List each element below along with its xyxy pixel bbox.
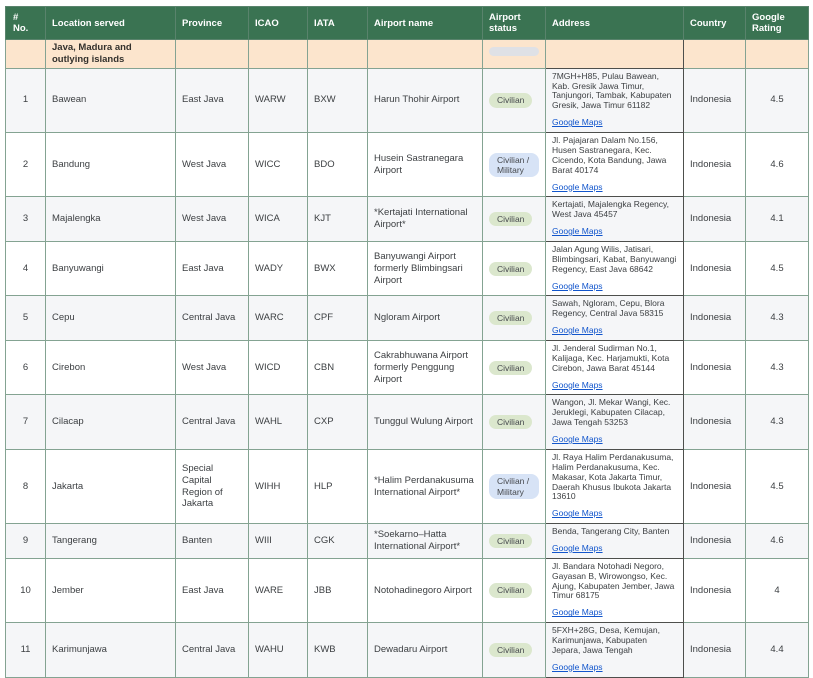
address-content	[552, 562, 677, 619]
table-row	[6, 133, 809, 197]
cell-google-rating: 4.3	[746, 341, 809, 395]
cell-icao: WADY	[249, 241, 308, 295]
cell-country: Indonesia	[684, 296, 746, 341]
address-text: Wangon, Jl. Mekar Wangi, Kec. Jeruklegi, Kabupaten Cilacap, Jawa Tengah 53253	[552, 397, 671, 428]
cell-airport-status	[483, 558, 546, 622]
status-badge: Civilian / Military	[489, 474, 539, 498]
cell-icao: WARW	[249, 68, 308, 132]
cell-google-rating: 4.3	[746, 395, 809, 449]
address-text: Benda, Tangerang City, Banten	[552, 526, 670, 537]
cell-country: Indonesia	[684, 449, 746, 523]
cell-province: Central Java	[176, 296, 249, 341]
column-header-address: Address	[546, 7, 684, 40]
cell-iata: CPF	[308, 296, 368, 341]
cell-iata: JBB	[308, 558, 368, 622]
google-maps-link[interactable]: Google Maps	[552, 379, 603, 390]
google-maps-link[interactable]: Google Maps	[552, 661, 603, 672]
airports-table	[5, 6, 809, 678]
cell-google-rating: 4	[746, 558, 809, 622]
cell-google-rating: 4.5	[746, 241, 809, 295]
cell-airport-status	[483, 341, 546, 395]
address-content	[552, 200, 677, 238]
cell-address	[546, 68, 684, 132]
status-badge: Civilian	[489, 583, 532, 597]
google-maps-link[interactable]: Google Maps	[552, 508, 603, 519]
no-label: No.	[13, 23, 29, 34]
cell-airport-name: *Kertajati International Airport*	[368, 197, 483, 242]
cell-location: Tangerang	[46, 524, 176, 559]
cell-airport-status	[483, 68, 546, 132]
header-row	[6, 7, 809, 40]
hash-label: #	[13, 12, 19, 23]
cell-province: West Java	[176, 341, 249, 395]
cell-no: 11	[6, 623, 46, 677]
google-maps-link[interactable]: Google Maps	[552, 280, 603, 291]
status-badge-empty	[489, 47, 539, 56]
cell-province: West Java	[176, 133, 249, 197]
table-row	[6, 241, 809, 295]
cell-airport-name: *Halim Perdanakusuma International Airport*	[368, 449, 483, 523]
cell-icao: WAHL	[249, 395, 308, 449]
google-maps-link[interactable]: Google Maps	[552, 117, 603, 128]
cell-no: 4	[6, 241, 46, 295]
table-row	[6, 395, 809, 449]
cell-address	[546, 341, 684, 395]
address-text: Kertajati, Majalengka Regency, West Java 45457	[552, 199, 670, 220]
address-content	[552, 453, 677, 520]
cell-address	[546, 623, 684, 677]
cell-address	[546, 296, 684, 341]
cell-location: Majalengka	[46, 197, 176, 242]
cell-airport-name: Tunggul Wulung Airport	[368, 395, 483, 449]
google-maps-link[interactable]: Google Maps	[552, 181, 603, 192]
cell-no: 10	[6, 558, 46, 622]
cell-google-rating: 4.6	[746, 524, 809, 559]
table-row	[6, 341, 809, 395]
cell-airport-status	[483, 449, 546, 523]
google-maps-link[interactable]: Google Maps	[552, 226, 603, 237]
cell-airport-name: Banyuwangi Airport formerly Blimbingsari Airport	[368, 241, 483, 295]
table-header	[6, 7, 809, 40]
status-badge: Civilian	[489, 262, 532, 276]
cell-country: Indonesia	[684, 623, 746, 677]
column-header-no	[6, 7, 46, 40]
cell-country: Indonesia	[684, 197, 746, 242]
table-row	[6, 558, 809, 622]
cell-province: East Java	[176, 68, 249, 132]
cell-icao: WARE	[249, 558, 308, 622]
cell-location: Cilacap	[46, 395, 176, 449]
cell-airport-status	[483, 133, 546, 197]
cell-address	[546, 395, 684, 449]
cell-iata: KWB	[308, 623, 368, 677]
cell-airport-status	[483, 524, 546, 559]
cell-no: 6	[6, 341, 46, 395]
cell-address	[546, 558, 684, 622]
address-text: Jl. Bandara Notohadi Negoro, Gayasan B, Wirowongso, Kec. Ajung, Kabupaten Jember, Jawa Timur 68175	[552, 560, 675, 601]
cell-country: Indonesia	[684, 524, 746, 559]
cell-location: Cepu	[46, 296, 176, 341]
status-badge: Civilian	[489, 311, 532, 325]
address-text: Jl. Jenderal Sudirman No.1, Kalijaga, Kec. Harjamukti, Kota Cirebon, Jawa Barat 45144	[552, 343, 670, 373]
column-header-iata: IATA	[308, 7, 368, 40]
cell-country: Indonesia	[684, 395, 746, 449]
address-content	[552, 136, 677, 193]
column-header-country: Country	[684, 7, 746, 40]
status-badge: Civilian	[489, 643, 532, 657]
cell-province: Central Java	[176, 395, 249, 449]
status-badge: Civilian	[489, 93, 532, 107]
cell-location: Jember	[46, 558, 176, 622]
cell-icao: WICA	[249, 197, 308, 242]
cell-country: Indonesia	[684, 133, 746, 197]
cell-no: 7	[6, 395, 46, 449]
cell-iata: CXP	[308, 395, 368, 449]
column-header-location: Location served	[46, 7, 176, 40]
cell-airport-status	[483, 395, 546, 449]
cell-no: 5	[6, 296, 46, 341]
status-badge: Civilian	[489, 212, 532, 226]
cell-address	[546, 197, 684, 242]
cell-no: 3	[6, 197, 46, 242]
address-content	[552, 72, 677, 129]
table-row	[6, 68, 809, 132]
table-row	[6, 623, 809, 677]
cell-airport-name: Cakrabhuwana Airport formerly Penggung Airport	[368, 341, 483, 395]
cell-google-rating: 4.6	[746, 133, 809, 197]
cell-province: East Java	[176, 241, 249, 295]
cell-iata: BXW	[308, 68, 368, 132]
cell-airport-status	[483, 241, 546, 295]
address-text: Jalan Agung Wilis, Jatisari, Blimbingsari, Kabat, Banyuwangi Regency, East Java 68642	[552, 243, 677, 274]
cell-no: 2	[6, 133, 46, 197]
column-header-airport-name: Airport name	[368, 7, 483, 40]
cell-iata: HLP	[308, 449, 368, 523]
cell-province: Central Java	[176, 623, 249, 677]
google-maps-link[interactable]: Google Maps	[552, 542, 603, 553]
cell-icao: WAHU	[249, 623, 308, 677]
cell-icao: WIII	[249, 524, 308, 559]
cell-google-rating: 4.4	[746, 623, 809, 677]
address-content	[552, 398, 677, 445]
cell-location: Bandung	[46, 133, 176, 197]
group-row	[6, 40, 809, 69]
cell-iata: KJT	[308, 197, 368, 242]
table-row	[6, 296, 809, 341]
google-maps-link[interactable]: Google Maps	[552, 325, 603, 336]
cell-address	[546, 524, 684, 559]
status-badge: Civilian	[489, 361, 532, 375]
status-badge: Civilian / Military	[489, 153, 539, 177]
cell-icao: WICD	[249, 341, 308, 395]
cell-location: Karimunjawa	[46, 623, 176, 677]
google-maps-link[interactable]: Google Maps	[552, 607, 603, 618]
cell-address	[546, 133, 684, 197]
cell-location: Jakarta	[46, 449, 176, 523]
address-content	[552, 626, 677, 673]
address-text: Sawah, Ngloram, Cepu, Blora Regency, Central Java 58315	[552, 298, 665, 319]
cell-iata: CBN	[308, 341, 368, 395]
cell-location: Cirebon	[46, 341, 176, 395]
status-badge: Civilian	[489, 534, 532, 548]
cell-google-rating: 4.5	[746, 449, 809, 523]
cell-no: 1	[6, 68, 46, 132]
cell-country: Indonesia	[684, 558, 746, 622]
cell-icao: WICC	[249, 133, 308, 197]
address-text: Jl. Raya Halim Perdanakusuma, Halim Perdanakusuma, Kec. Makasar, Kota Jakarta Timur, Daerah Khusus Ibukota Jakarta 13610	[552, 451, 674, 502]
cell-no: 8	[6, 449, 46, 523]
table-row	[6, 449, 809, 523]
cell-google-rating: 4.1	[746, 197, 809, 242]
cell-google-rating: 4.3	[746, 296, 809, 341]
cell-iata: BWX	[308, 241, 368, 295]
cell-address	[546, 449, 684, 523]
address-text: 5FXH+28G, Desa, Kemujan, Karimunjawa, Kabupaten Jepara, Jawa Tengah	[552, 625, 660, 655]
cell-icao: WIHH	[249, 449, 308, 523]
cell-airport-name: Notohadinegoro Airport	[368, 558, 483, 622]
cell-airport-name: *Soekarno–Hatta International Airport*	[368, 524, 483, 559]
cell-province: East Java	[176, 558, 249, 622]
column-header-icao: ICAO	[249, 7, 308, 40]
cell-country: Indonesia	[684, 241, 746, 295]
status-badge: Civilian	[489, 415, 532, 429]
cell-airport-status	[483, 197, 546, 242]
cell-airport-status	[483, 623, 546, 677]
column-header-province: Province	[176, 7, 249, 40]
cell-province: Banten	[176, 524, 249, 559]
address-content	[552, 299, 677, 337]
cell-location: Bawean	[46, 68, 176, 132]
cell-airport-status	[483, 296, 546, 341]
cell-airport-name: Dewadaru Airport	[368, 623, 483, 677]
address-content	[552, 245, 677, 292]
column-header-google-rating: Google Rating	[746, 7, 809, 40]
airports-table-container	[5, 6, 808, 678]
address-content	[552, 527, 677, 555]
table-row	[6, 197, 809, 242]
group-cell-empty	[6, 40, 46, 69]
google-maps-link[interactable]: Google Maps	[552, 434, 603, 445]
table-row	[6, 524, 809, 559]
cell-airport-name: Husein Sastranegara Airport	[368, 133, 483, 197]
cell-country: Indonesia	[684, 341, 746, 395]
column-header-airport-status: Airport status	[483, 7, 546, 40]
cell-google-rating: 4.5	[746, 68, 809, 132]
cell-iata: BDO	[308, 133, 368, 197]
address-text: 7MGH+H85, Pulau Bawean, Kab. Gresik Jawa Timur, Tanjungori, Tambak, Kabupaten Gresik, Jawa Timur 61182	[552, 70, 672, 111]
cell-no: 9	[6, 524, 46, 559]
cell-icao: WARC	[249, 296, 308, 341]
cell-address	[546, 241, 684, 295]
cell-location: Banyuwangi	[46, 241, 176, 295]
cell-country: Indonesia	[684, 68, 746, 132]
group-label: Java, Madura and outlying islands	[46, 40, 176, 69]
cell-airport-name: Ngloram Airport	[368, 296, 483, 341]
cell-province: West Java	[176, 197, 249, 242]
cell-province: Special Capital Region of Jakarta	[176, 449, 249, 523]
address-content	[552, 344, 677, 391]
table-body	[6, 40, 809, 678]
cell-airport-name: Harun Thohir Airport	[368, 68, 483, 132]
address-text: Jl. Pajajaran Dalam No.156, Husen Sastranegara, Kec. Cicendo, Kota Bandung, Jawa Barat 40174	[552, 135, 667, 175]
cell-iata: CGK	[308, 524, 368, 559]
